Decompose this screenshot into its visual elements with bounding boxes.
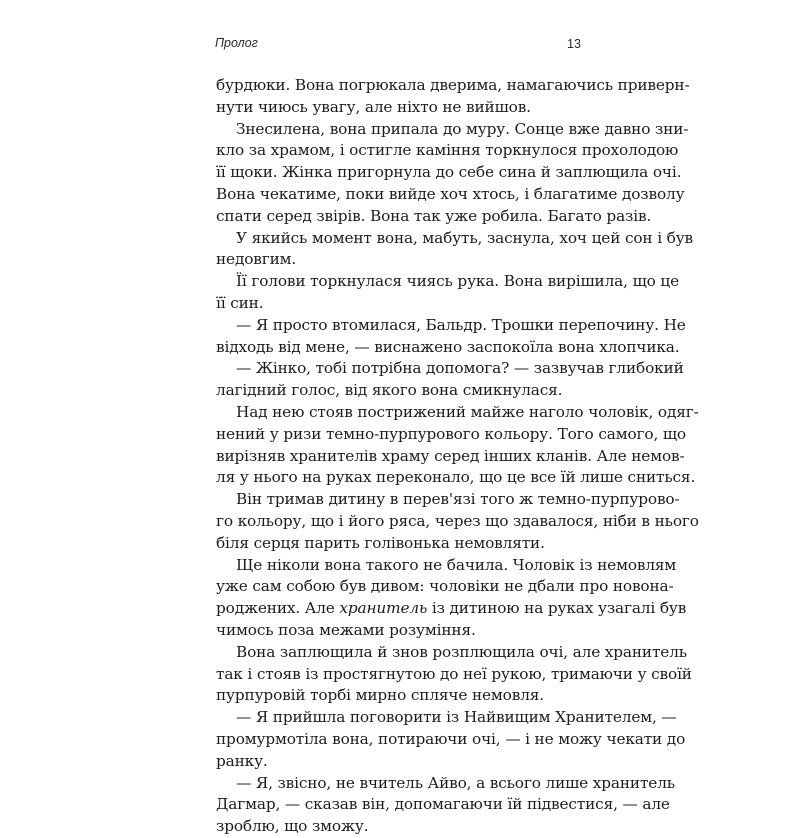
text-line (216, 424, 686, 446)
text-line (216, 642, 687, 664)
text-line (216, 467, 696, 489)
text-line (216, 729, 686, 751)
text-line (216, 773, 675, 795)
text-run: спати серед звірів. Вона так уже робила. Багато разів. (216, 206, 652, 225)
text-run: недовгим. (216, 250, 297, 269)
text-run: зроблю, що зможу. (216, 817, 369, 836)
text-line (216, 380, 592, 402)
text-line (216, 576, 674, 598)
text-run: уже сам собою був дивом: чоловіки не дбали про новона- (216, 577, 674, 596)
text-line (216, 685, 592, 707)
text-line (216, 446, 685, 468)
text-line (216, 816, 592, 838)
text-run: її щоки. Жінка пригорнула до себе сина й заплющила очі. (216, 163, 682, 182)
text-line (216, 489, 680, 511)
text-line (216, 511, 699, 533)
text-line (216, 337, 680, 359)
text-line (216, 315, 686, 337)
text-run: — Я просто втомилася, Бальдр. Трошки перепочину. Не (236, 315, 686, 334)
text-line (216, 293, 592, 315)
text-line (216, 271, 680, 293)
text-line (216, 119, 689, 141)
italic-text: хранитель (339, 599, 428, 618)
text-run: пурпуровій торбі мирно спляче немовля. (216, 686, 544, 705)
text-run: промурмотіла вона, потираючи очі, — і не можу чекати до (216, 729, 686, 748)
text-run: так і стояв із простягнутою до неї рукою, тримаючи у своїй (216, 664, 692, 683)
text-run: — Жінко, тобі потрібна допомога? — зазвучав глибокий (236, 359, 684, 378)
text-line (216, 598, 687, 620)
page-number: 13 (567, 37, 581, 51)
text-line (216, 249, 592, 271)
text-run: Дагмар, — сказав він, допомагаючи їй підвестися, — але (216, 795, 670, 814)
text-run: Її голови торкнулася чиясь рука. Вона вирішила, що це (236, 272, 680, 291)
text-line (216, 555, 677, 577)
text-run: Над нею стояв пострижений майже наголо чоловік, одяг- (236, 402, 699, 421)
text-line (216, 97, 592, 119)
text-line (216, 358, 684, 380)
text-line (216, 794, 670, 816)
text-run: відходь від мене, — виснажено заспокоїла вона хлопчика. (216, 337, 680, 356)
text-run: роджених. Але (216, 599, 340, 618)
text-run: У якийсь момент вона, мабуть, заснула, хоч цей сон і був (236, 228, 694, 247)
text-line (216, 184, 685, 206)
text-run: біля серця парить голівонька немовляти. (216, 533, 545, 552)
text-line (216, 206, 652, 228)
text-run: кло за храмом, і остигле каміння торкнулося прохолодою (216, 141, 679, 160)
text-line (216, 140, 679, 162)
text-run: — Я, звісно, не вчитель Айво, а всього лише хранитель (236, 773, 675, 792)
text-run: ля у нього на руках переконало, що це все їй лише сниться. (216, 468, 696, 487)
text-line (216, 664, 692, 686)
text-run: Вона чекатиме, поки вийде хоч хтось, і благатиме дозволу (216, 184, 685, 203)
text-line (216, 707, 677, 729)
text-line (216, 751, 592, 773)
text-run: чимось поза межами розуміння. (216, 620, 476, 639)
text-run: го кольору, що і його ряса, через що здавалося, ніби в нього (216, 511, 699, 530)
text-run: Вона заплющила й знов розплющила очі, але хранитель (236, 642, 687, 661)
text-line (216, 162, 682, 184)
text-run: її син. (216, 293, 264, 312)
text-line (216, 75, 690, 97)
text-run: Знесилена, вона припала до муру. Сонце вже давно зни- (236, 119, 689, 138)
text-run: нути чиюсь увагу, але ніхто не вийшов. (216, 97, 531, 116)
text-run: Ще ніколи вона такого не бачила. Чоловік із немовлям (236, 555, 677, 574)
text-run: Він тримав дитину в перев'язі того ж темно-пурпурово- (236, 490, 680, 509)
body-text (216, 75, 699, 838)
text-run: ранку. (216, 751, 268, 770)
text-line (216, 620, 592, 642)
text-run: бурдюки. Вона погрюкала дверима, намагаючись приверн- (216, 76, 690, 94)
running-title: Пролог (215, 36, 258, 50)
text-run: нений у ризи темно-пурпурового кольору. Того самого, що (216, 424, 686, 443)
text-run: — Я прийшла поговорити із Найвищим Хранителем, — (236, 708, 677, 727)
text-run: вирізняв хранителів храму серед інших кланів. Але немов- (216, 446, 685, 465)
text-line (216, 228, 694, 250)
text-line (216, 533, 592, 555)
text-run: із дитиною на руках узагалі був (427, 599, 687, 618)
text-run: лагідний голос, від якого вона смикнулася. (216, 381, 563, 400)
text-line (216, 402, 699, 424)
